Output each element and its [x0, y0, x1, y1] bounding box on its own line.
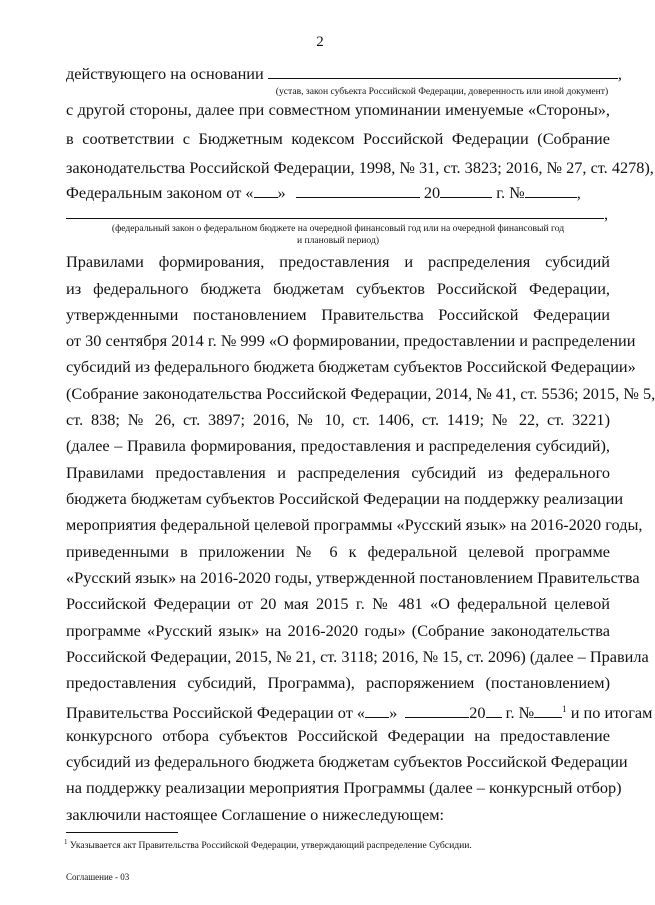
- gov-month-blank: [405, 703, 469, 718]
- basis-blank: [268, 64, 618, 79]
- text-line: Правилами предоставления и распределения субсидий из федерального: [66, 463, 610, 482]
- closing-line: заключили настоящее Соглашение о нижеследующем:: [66, 805, 445, 824]
- text-line: в соответствии с Бюджетным кодексом Российской Федерации (Собрание: [66, 129, 610, 148]
- footnote: [64, 838, 472, 851]
- close-quote: »: [277, 183, 286, 202]
- year-prefix: 20: [423, 183, 441, 202]
- law-caption-1: (федеральный закон о федеральном бюджете на очередной финансовый год или на очередной финансовый год: [111, 223, 565, 234]
- gov-number-blank: [534, 703, 562, 718]
- text-line: Российской Федерации от 20 мая 2015 г. № 481 «О федеральной целевой: [66, 594, 610, 613]
- text-line: конкурсного отбора субъектов Российской Федерации на предоставление: [66, 726, 610, 745]
- basis-caption: (устав, закон субъекта Российской Федерации, доверенность или иной документ): [275, 86, 609, 97]
- text-line: приведенными в приложении № 6 к федеральной целевой программе: [66, 542, 610, 561]
- law-caption-2: и плановый период): [296, 235, 380, 246]
- text-line: мероприятия федеральной целевой программы «Русский язык» на 2016-2020 годы,: [66, 515, 643, 534]
- text-line: предоставления субсидий, Программа), распоряжением (постановлением): [66, 673, 610, 692]
- federal-law-lead: Федеральным законом от «: [66, 183, 254, 202]
- gov-year-blank: [486, 703, 502, 718]
- footnote-mark: 1: [64, 838, 68, 846]
- document-footer: Соглашение - 03: [66, 872, 130, 882]
- text-line: на поддержку реализации мероприятия Программы (далее – конкурсный отбор): [66, 778, 622, 797]
- year-suffix: г. №: [496, 183, 525, 202]
- gov-day-blank: [365, 703, 389, 718]
- footnote-text: Указывается акт Правительства Российской Федерации, утверждающий распределение Субсидии.: [69, 840, 472, 851]
- page-number: 2: [316, 34, 324, 50]
- gov-close-quote: »: [389, 703, 398, 722]
- footnote-divider: [66, 832, 178, 833]
- text-line: бюджета бюджетам субъектов Российской Федерации на поддержку реализации: [66, 489, 624, 508]
- footnote-marker: 1: [562, 704, 567, 714]
- text-line: Российской Федерации, 2015, № 21, ст. 3118; 2016, № 15, ст. 2096) (далее – Правила: [66, 647, 649, 666]
- text-line: «Русский язык» на 2016-2020 годы, утвержденной постановлением Правительства: [66, 568, 640, 587]
- gov-act-line: [66, 699, 653, 723]
- text-line: от 30 сентября 2014 г. № 999 «О формировании, предоставлении и распределении: [66, 331, 636, 350]
- gov-tail: и по итогам: [570, 703, 653, 722]
- month-blank: [296, 183, 420, 198]
- gov-year-prefix: 20: [469, 703, 486, 722]
- text-line: (далее – Правила формирования, предоставления и распределения субсидий),: [66, 436, 610, 455]
- law-name-blank: [66, 204, 604, 219]
- text-line: из федерального бюджета бюджетам субъектов Российской Федерации,: [66, 279, 610, 298]
- federal-law-trailer: ,: [576, 183, 581, 202]
- text-line: утвержденными постановлением Правительства Российской Федерации: [66, 305, 610, 324]
- text-line: Правилами формирования, предоставления и распределения субсидий: [66, 252, 610, 271]
- basis-line: [66, 64, 622, 84]
- text-line: (Собрание законодательства Российской Федерации, 2014, № 41, ст. 5536; 2015, № 5,: [66, 384, 655, 403]
- federal-law-line: [66, 183, 610, 203]
- day-blank: [254, 183, 278, 198]
- text-line: ст. 838; № 26, ст. 3897; 2016, № 10, ст. 1406, ст. 1419; № 22, ст. 3221): [66, 410, 610, 429]
- law-blank-trailer: ,: [604, 204, 609, 223]
- text-line: субсидий из федерального бюджета бюджетам субъектов Российской Федерации: [66, 752, 628, 771]
- text-line: с другой стороны, далее при совместном упоминании именуемые «Стороны»,: [66, 100, 610, 119]
- basis-prefix: действующего на основании: [66, 64, 264, 83]
- text-line: программе «Русский язык» на 2016-2020 годы» (Собрание законодательства: [66, 621, 610, 640]
- gov-number-label: г. №: [505, 703, 535, 722]
- year-blank: [440, 183, 492, 198]
- basis-trailer: ,: [617, 64, 622, 83]
- text-line: субсидий из федерального бюджета бюджетам субъектов Российской Федерации»: [66, 357, 636, 376]
- law-number-blank: [525, 183, 577, 198]
- gov-lead: Правительства Российской Федерации от «: [66, 703, 366, 722]
- law-blank-line: [66, 204, 610, 224]
- text-line: законодательства Российской Федерации, 1998, № 31, ст. 3823; 2016, № 27, ст. 4278),: [66, 158, 654, 177]
